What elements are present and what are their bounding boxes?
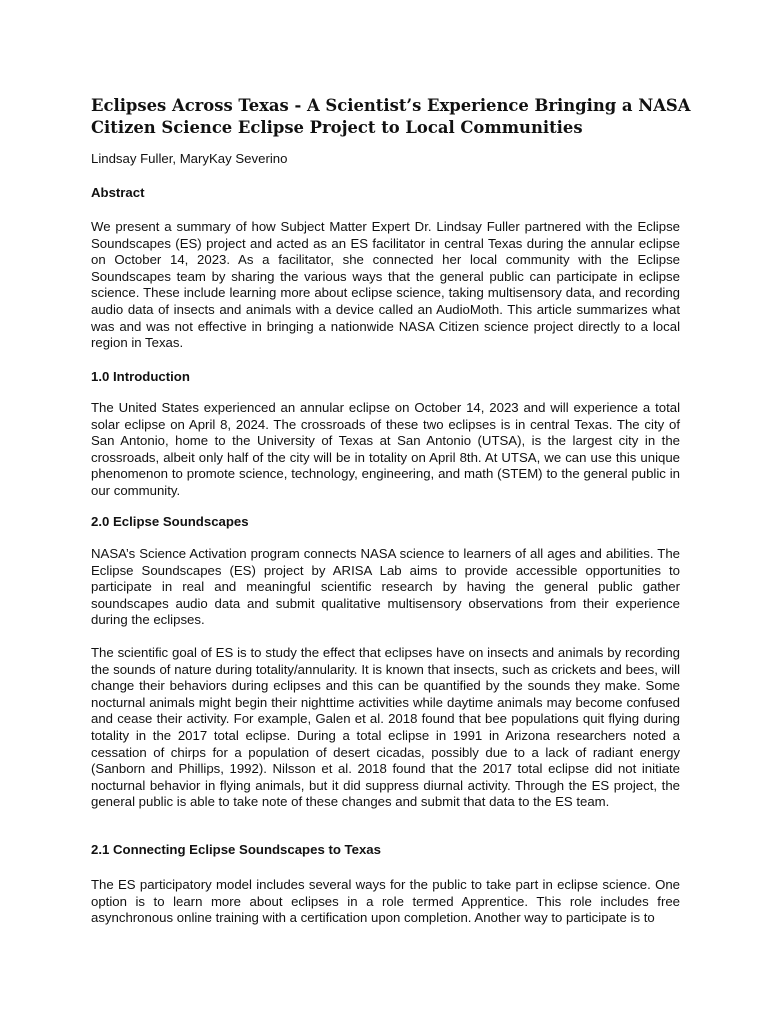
- section-heading-eclipse-soundscapes: 2.0 Eclipse Soundscapes: [91, 514, 249, 529]
- section-heading-connecting-texas: 2.1 Connecting Eclipse Soundscapes to Texas: [91, 842, 381, 857]
- connecting-texas-paragraph: The ES participatory model includes several ways for the public to take part in eclipse science. One option is to learn more about eclipses in a role termed Apprentice. This role includes free asynchronous online training with a certification upon completion. Another way to participate is to: [91, 877, 680, 926]
- section-heading-introduction: 1.0 Introduction: [91, 369, 190, 384]
- eclipse-soundscapes-paragraph-2: The scientific goal of ES is to study the effect that eclipses have on insects and animals by recording the sounds of nature during totality/annularity. It is known that insects, such as crickets and bees, will change their behaviors during eclipses and this can be quantified by the sounds they make. Some nocturnal animals might begin their nighttime activities while daytime animals may become confused and cease their activity. For example, Galen et al. 2018 found that bee populations quit flying during totality in the 2017 total eclipse. During a total eclipse in 1991 in Arizona researchers noted a cessation of chirps for a population of desert cicadas, possibly due to a lack of radiant energy (Sanborn and Phillips, 1992). Nilsson et al. 2018 found that the 2017 total eclipse did not initiate nocturnal behavior in flying animals, but it did suppress diurnal activity. Through the ES project, the general public is able to take note of these changes and submit that data to the ES team.: [91, 645, 680, 810]
- paper-title: Eclipses Across Texas - A Scientist’s Experience Bringing a NASA Citizen Science Eclipse Project to Local Communities: [91, 96, 691, 137]
- abstract-text: We present a summary of how Subject Matter Expert Dr. Lindsay Fuller partnered with the Eclipse Soundscapes (ES) project and acted as an ES facilitator in central Texas during the annular eclipse on October 14, 2023. As a facilitator, she connected her local community with the Eclipse Soundscapes team by sharing the various ways that the general public can participate in eclipse science. These include learning more about eclipse science, taking multisensory data, and recording audio data of insects and animals with a device called an AudioMoth. This article summarizes what was and was not effective in bringing a nationwide NASA Citizen science project directly to a local region in Texas.: [91, 219, 680, 351]
- introduction-paragraph: The United States experienced an annular eclipse on October 14, 2023 and will experience a total solar eclipse on April 8, 2024. The crossroads of these two eclipses is in central Texas. The city of San Antonio, home to the University of Texas at San Antonio (UTSA), is the largest city in the crossroads, albeit only half of the city will be in totality on April 8th. At UTSA, we can use this unique phenomenon to promote science, technology, engineering, and math (STEM) to the general public in our community.: [91, 400, 680, 498]
- eclipse-soundscapes-paragraph-1: NASA’s Science Activation program connects NASA science to learners of all ages and abilities. The Eclipse Soundscapes (ES) project by ARISA Lab aims to provide accessible opportunities to participate in real and meaningful scientific research by having the general public gather soundscapes audio data and submit qualitative multisensory observations from their experience during the eclipses.: [91, 546, 680, 628]
- abstract-heading: Abstract: [91, 185, 145, 200]
- paper-authors: Lindsay Fuller, MaryKay Severino: [91, 151, 288, 166]
